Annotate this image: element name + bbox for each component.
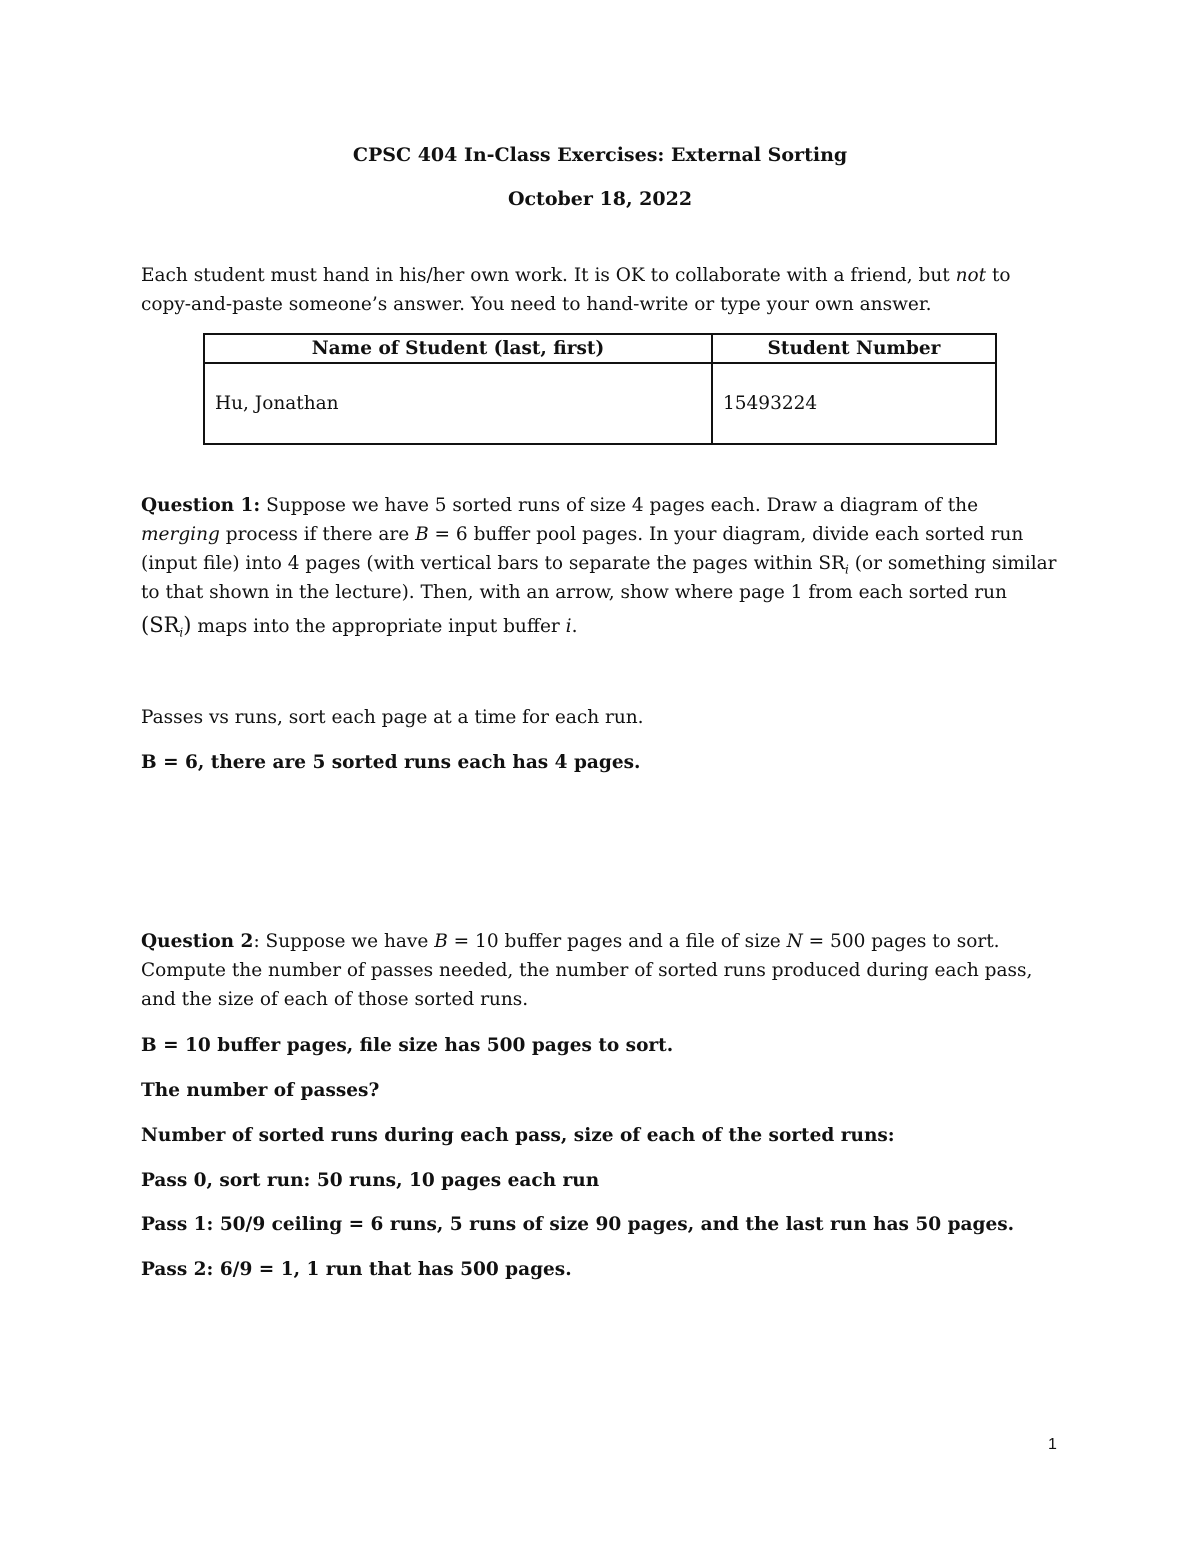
question-2-line-2: Compute the number of passes needed, the number of sorted runs produced during each pass, — [141, 960, 1033, 981]
math-subscript: i — [179, 625, 184, 640]
answer-1-line-2: B = 6, there are 5 sorted runs each has 4 pages. — [141, 752, 641, 773]
question-text: = 500 pages to sort. — [802, 931, 1000, 952]
question-text: (input file) into 4 pages (with vertical bars to separate the pages within SR — [141, 553, 846, 574]
question-text: = 10 buffer pages and a file of size — [447, 931, 787, 952]
table-row — [204, 363, 996, 444]
question-1-line-2 — [141, 520, 1023, 549]
question-text: : Suppose we have — [253, 931, 435, 952]
student-name-cell: Hu, Jonathan — [204, 363, 712, 444]
document-title: CPSC 404 In-Class Exercises: External Sorting — [352, 144, 848, 166]
number-column-header: Student Number — [712, 334, 996, 363]
math-variable: B — [415, 524, 429, 545]
page-number: 1 — [1048, 1436, 1057, 1453]
answer-2-line: Number of sorted runs during each pass, size of each of the sorted runs: — [141, 1125, 895, 1146]
question-2-line-1 — [141, 927, 1000, 956]
math-subscript: i — [845, 562, 849, 577]
answer-2-line: Pass 0, sort run: 50 runs, 10 pages each run — [141, 1170, 600, 1191]
question-text: Suppose we have 5 sorted runs of size 4 pages each. Draw a diagram of the — [260, 495, 979, 516]
math-variable: i — [565, 616, 572, 637]
math-variable: N — [786, 931, 803, 952]
question-2-label: Question 2 — [141, 931, 254, 952]
answer-2-line: B = 10 buffer pages, file size has 500 pages to sort. — [141, 1035, 674, 1056]
question-text: = 6 buffer pool pages. In your diagram, divide each sorted run — [428, 524, 1024, 545]
question-1-line-4: to that shown in the lecture). Then, with an arrow, show where page 1 from each sorted run — [141, 582, 1007, 603]
question-emphasis: merging — [141, 524, 220, 545]
question-1-line-5 — [141, 611, 577, 648]
name-column-header: Name of Student (last, first) — [204, 334, 712, 363]
question-text: . — [571, 616, 578, 637]
table-header-row — [204, 334, 996, 363]
intro-text: Each student must hand in his/her own work. It is OK to collaborate with a friend, but — [141, 265, 956, 286]
question-text: maps into the appropriate input buffer — [191, 616, 566, 637]
math-paren: ) — [183, 613, 192, 637]
intro-line-2: copy-and-paste someone’s answer. You need to hand-write or type your own answer. — [141, 294, 932, 315]
question-text: (or something similar — [848, 553, 1057, 574]
intro-text: to — [986, 265, 1011, 286]
math-variable: B — [434, 931, 448, 952]
intro-emphasis: not — [955, 265, 987, 286]
question-1-line-1 — [141, 491, 978, 520]
question-text: process if there are — [219, 524, 416, 545]
math-sr: (SR — [141, 613, 180, 637]
document-date: October 18, 2022 — [507, 188, 693, 210]
question-2-line-3: and the size of each of those sorted runs. — [141, 989, 529, 1010]
intro-line-1 — [141, 261, 1011, 290]
student-info-table — [203, 333, 997, 445]
student-number-cell: 15493224 — [712, 363, 996, 444]
answer-2-line: Pass 1: 50/9 ceiling = 6 runs, 5 runs of size 90 pages, and the last run has 50 pages. — [141, 1214, 1015, 1235]
question-1-label: Question 1: — [141, 495, 261, 516]
answer-2-line: The number of passes? — [141, 1080, 380, 1101]
answer-2-line: Pass 2: 6/9 = 1, 1 run that has 500 pages. — [141, 1259, 572, 1280]
answer-1-line-1: Passes vs runs, sort each page at a time for each run. — [141, 707, 644, 728]
